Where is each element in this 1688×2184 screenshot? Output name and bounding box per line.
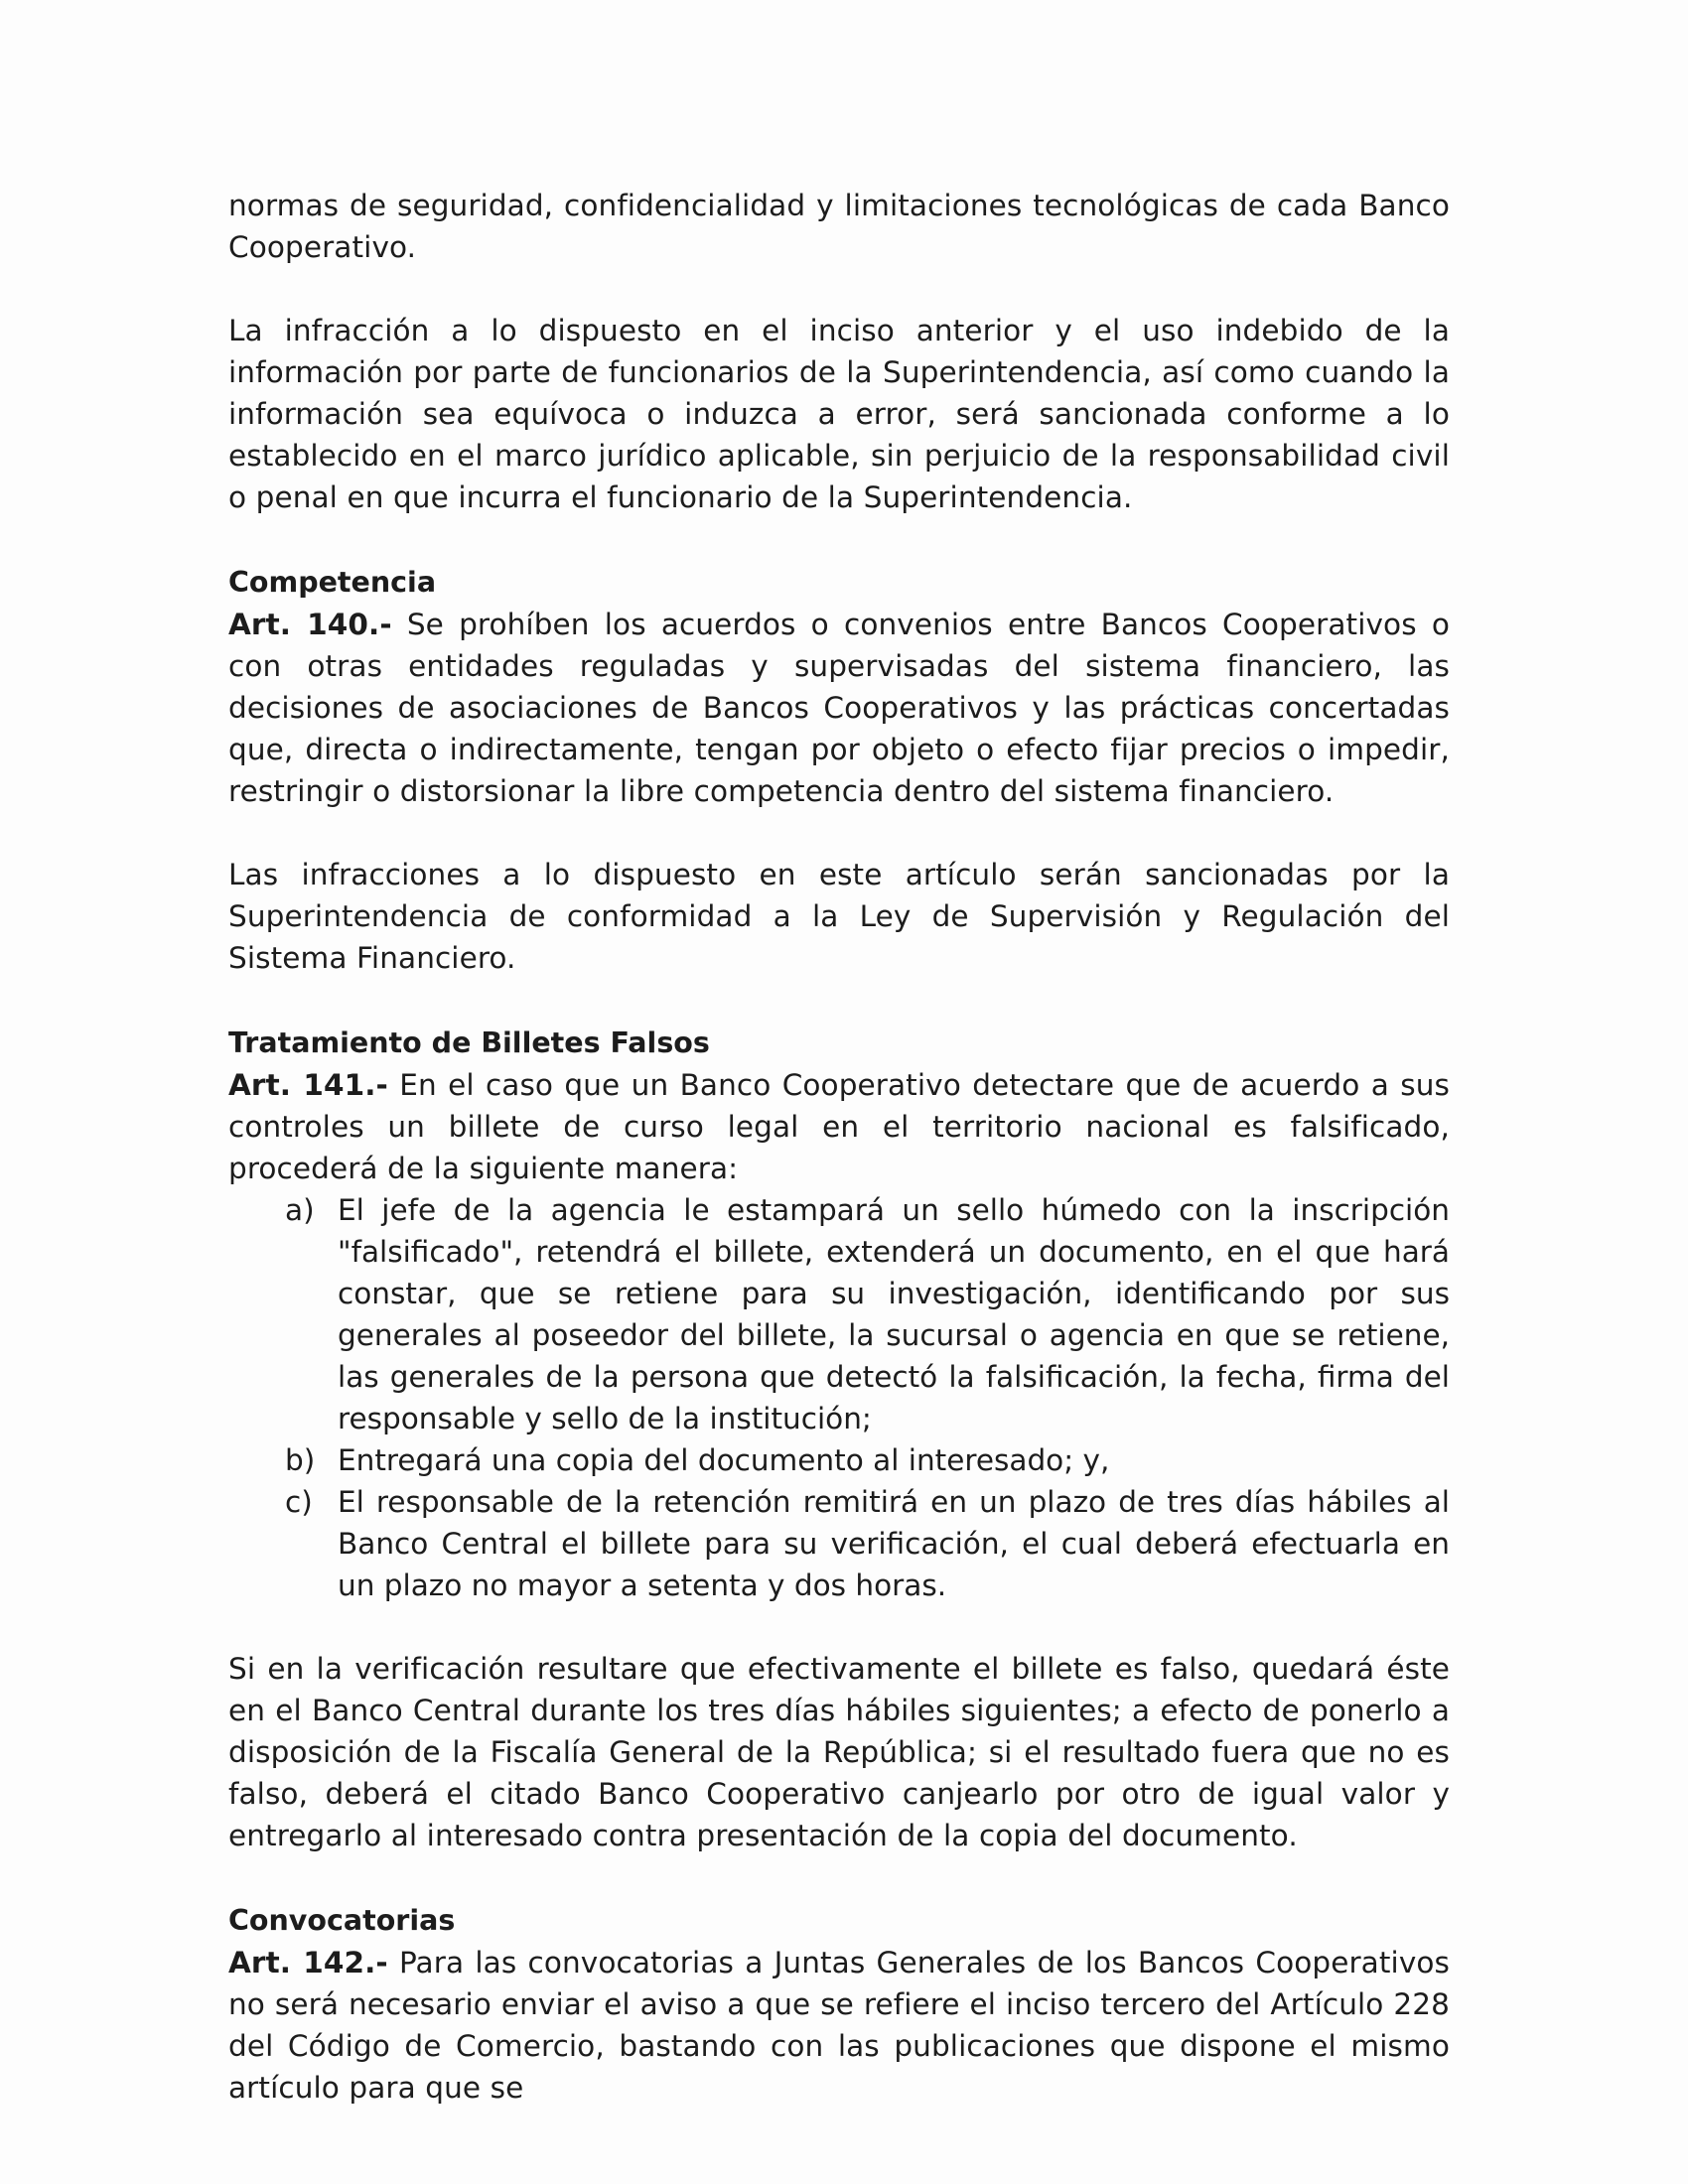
article-text: En el caso que un Banco Cooperativo detectare que de acuerdo a sus controles un billete de curso legal en el territorio nacional es falsificado, procederá de la siguiente manera:: [228, 1068, 1450, 1185]
article-label: Art. 142.-: [228, 1946, 388, 1979]
list-item-text: Entregará una copia del documento al interesado; y,: [338, 1443, 1110, 1477]
procedure-list: [228, 1189, 1450, 1606]
list-item: [285, 1189, 1450, 1439]
article-label: Art. 140.-: [228, 608, 392, 641]
article-label: Art. 141.-: [228, 1068, 388, 1102]
intro-paragraph: La infracción a lo dispuesto en el inciso anterior y el uso indebido de la información por parte de funcionarios de la Superintendencia, así como cuando la información sea equívoca o induzca a error, será sancionada conforme a lo establecido en el marco jurídico aplicable, sin perjuicio de la responsabilidad civil o penal en que incurra el funcionario de la Superintendencia.: [228, 314, 1450, 514]
article-142: [228, 1942, 1450, 2109]
section-heading-billetes-falsos: Tratamiento de Billetes Falsos: [228, 1026, 710, 1059]
section-heading-competencia: Competencia: [228, 566, 437, 599]
list-marker: b): [285, 1443, 316, 1477]
article-text: Para las convocatorias a Juntas Generales de los Bancos Cooperativos no será necesario enviar el aviso a que se refiere el inciso tercero del Artículo 228 del Código de Comercio, bastando con las publicaciones que dispone el mismo artículo para que se: [228, 1946, 1450, 2105]
list-item-text: El responsable de la retención remitirá en un plazo de tres días hábiles al Banco Central el billete para su verificación, el cual deberá efectuarla en un plazo no mayor a setenta y dos horas.: [338, 1485, 1450, 1602]
list-item-text: El jefe de la agencia le estampará un sello húmedo con la inscripción "falsificado", retendrá el billete, extenderá un documento, en el que hará constar, que se retiene para su investigación, identificando por sus generales al poseedor del billete, la sucursal o agencia en que se retiene, las generales de la persona que detectó la falsificación, la fecha, firma del responsable y sello de la institución;: [338, 1193, 1450, 1435]
article-text: Se prohíben los acuerdos o convenios entre Bancos Cooperativos o con otras entidades reguladas y supervisadas del sistema financiero, las decisiones de asociaciones de Bancos Cooperativos y las prácticas concertadas que, directa o indirectamente, tengan por objeto o efecto fijar precios o impedir, restringir o distorsionar la libre competencia dentro del sistema financiero.: [228, 608, 1450, 808]
list-marker: c): [285, 1485, 313, 1519]
article-140: [228, 604, 1450, 812]
list-item: [285, 1439, 1450, 1481]
section-heading-convocatorias: Convocatorias: [228, 1904, 456, 1937]
list-item: [285, 1481, 1450, 1606]
list-marker: a): [285, 1193, 315, 1227]
article-141: [228, 1064, 1450, 1189]
document-body: [228, 185, 1450, 2109]
article-140-paragraph: Las infracciones a lo dispuesto en este artículo serán sancionadas por la Superintendencia de conformidad a la Ley de Supervisión y Regulación del Sistema Financiero.: [228, 858, 1450, 975]
intro-continuation: normas de seguridad, confidencialidad y limitaciones tecnológicas de cada Banco Cooperativo.: [228, 189, 1450, 264]
article-141-paragraph: Si en la verificación resultare que efectivamente el billete es falso, quedará éste en el Banco Central durante los tres días hábiles siguientes; a efecto de ponerlo a disposición de la Fiscalía General de la República; si el resultado fuera que no es falso, deberá el citado Banco Cooperativo canjearlo por otro de igual valor y entregarlo al interesado contra presentación de la copia del documento.: [228, 1652, 1450, 1852]
